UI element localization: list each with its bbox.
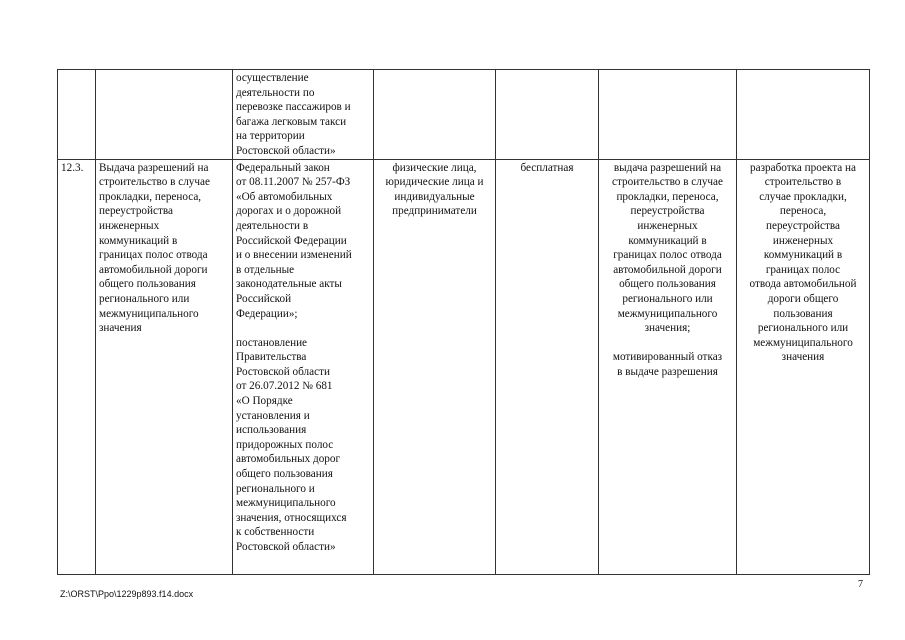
services-table [57,69,870,575]
cell-result [599,159,737,574]
cell-number: 12.3. [58,159,96,574]
table-row [58,70,870,160]
result-refusal: мотивированный отказ в выдаче разрешения [612,351,723,378]
cell-result [599,70,737,160]
file-path: Z:\ORST\Ppo\1229p893.f14.docx [60,589,194,599]
legal-basis-federal-law: Федеральный закон от 08.11.2007 № 257-ФЗ «Об автомобильных дорогах и о дорожной деятельности в Российской Федерации и о внесении изменений в отдельные законодательные акты Российской Федерации»; [236,161,352,320]
cell-applicants: физические лица, юридические лица и индивидуальные предприниматели [374,159,496,574]
cell-service: Выдача разрешений на строительство в случае прокладки, переноса, переустройства инженерных коммуникаций в границах полос отвода автомобильной дороги общего пользования регионального или межмуниципального значения [96,159,233,574]
cell-related-service [737,70,870,160]
cell-number [58,70,96,160]
cell-cost [496,70,599,160]
cell-service [96,70,233,160]
cell-legal-basis [233,159,374,574]
cell-related-service: разработка проекта на строительство в случае прокладки, переноса, переустройства инженерных коммуникаций в границах полос отвода автомобильной дороги общего пользования регионального или межмуниципального значения [737,159,870,574]
cell-legal-basis: осуществление деятельности по перевозке пассажиров и багажа легковым такси на территории Ростовской области» [233,70,374,160]
result-permit: выдача разрешений на строительство в случае прокладки, переноса, переустройства инженерных коммуникаций в границах полос отвода автомобильной дороги общего пользования регионального или межмуниципального значения; [612,161,723,335]
table-row [58,159,870,574]
page-number: 7 [858,579,863,590]
cell-applicants [374,70,496,160]
legal-basis-regional-decree: постановление Правительства Ростовской области от 26.07.2012 № 681 «О Порядке установления и использования придорожных полос автомобильных дорог общего пользования регионального и межмуниципального значения, относящихся к собственности Ростовской области» [236,336,347,553]
cell-cost: бесплатная [496,159,599,574]
